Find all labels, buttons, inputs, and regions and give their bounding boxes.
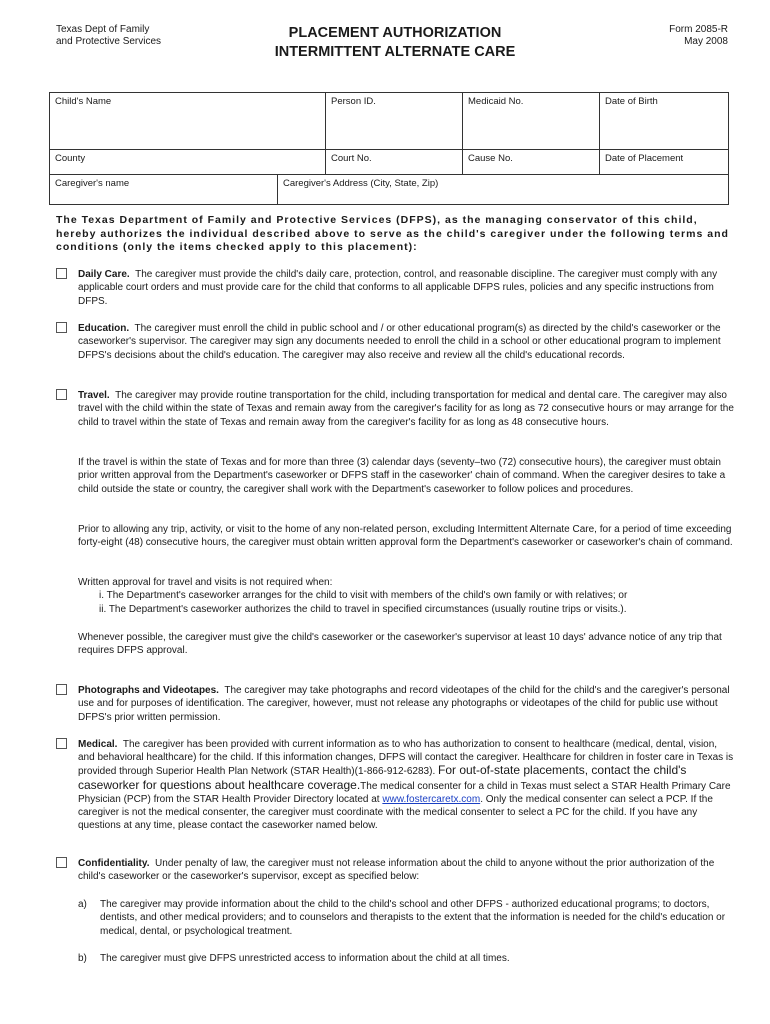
item-b-label: b) [78, 953, 87, 964]
item-a-label: a) [78, 899, 87, 910]
date-of-birth-field[interactable] [600, 93, 728, 149]
education-checkbox[interactable] [56, 322, 67, 333]
court-no-field[interactable] [326, 150, 462, 174]
medical-checkbox[interactable] [56, 738, 67, 749]
agency-line-1: Texas Dept of Family [56, 24, 150, 35]
travel-paragraph-3: Prior to allowing any trip, activity, or visit to the home of any non-related person, excluding Intermittent Alternate Care, for a period of time exceeding forty-eight (48) consecutive hours, the caregiver must obtain written approval form the Department's caseworker or caseworker's chain of command. [78, 524, 733, 549]
travel-text: The caregiver may provide routine transportation for the child, including transportation for medical and dental care. The caregiver may also travel with the child within the state of Texas and remain away from the caregiver's facility for as long as 72 consecutive hours or may arrange for the child to travel within the state of Texas and remain away from the caregiver's facility for as long as 48 consecutive hours. [78, 390, 734, 428]
intro-statement: The Texas Department of Family and Protective Services (DFPS), as the managing conservator of this child, hereby authorizes the individual described above to serve as the child's caregiver under the following terms and conditions (only the items checked apply to this placement): [56, 214, 729, 253]
medicaid-no-field[interactable] [463, 93, 599, 149]
fostercaretx-link[interactable]: www.fostercaretx.com [382, 793, 481, 805]
title-line-1: PLACEMENT AUTHORIZATION [288, 25, 502, 41]
travel-title: Travel. [78, 390, 110, 401]
confidentiality-text: Under penalty of law, the caregiver must not release information about the child to anyone without the prior authorization of the child's caseworker or the caseworker's supervisor, except as specified below: [78, 858, 715, 883]
medical-title: Medical. [78, 739, 118, 750]
agency-name [56, 24, 161, 48]
photographs-text: The caregiver may take photographs and record videotapes of the child for the child's and the caregiver's personal use and for purposes of identification. The caregiver, however, must not release any photographs or videotapes of the child for public use without DFPS's prior written permission. [78, 685, 730, 723]
confidentiality-checkbox[interactable] [56, 857, 67, 868]
photographs-title: Photographs and Videotapes. [78, 685, 219, 696]
travel-approval-list [78, 576, 734, 616]
confidentiality-item-b [78, 952, 734, 966]
childs-name-label: Child's Name [55, 96, 112, 107]
education-title: Education. [78, 323, 130, 334]
date-of-birth-label: Date of Birth [605, 96, 658, 107]
cause-no-field[interactable] [463, 150, 599, 174]
identification-fields [49, 92, 729, 205]
cause-no-label: Cause No. [468, 153, 513, 164]
confidentiality-title: Confidentiality. [78, 858, 150, 869]
form-title [250, 24, 540, 62]
travel-checkbox[interactable] [56, 389, 67, 400]
caregivers-name-label: Caregiver's name [55, 178, 130, 189]
medical-out-of-state-note: For out-of-state placements, contact the child's caseworker for questions about healthcare coverage. [78, 763, 687, 792]
caregivers-address-field[interactable] [278, 175, 728, 205]
childs-name-field[interactable] [50, 93, 325, 149]
medical-section [78, 738, 734, 832]
county-field[interactable] [50, 150, 325, 174]
county-label: County [55, 153, 86, 164]
photographs-section [78, 684, 734, 724]
travel-approval-item-i: i. The Department's caseworker arranges for the child to visit with members of the child's own family or with relatives; or [99, 590, 628, 602]
daily-care-checkbox[interactable] [56, 268, 67, 279]
form-id [640, 24, 728, 48]
person-id-field[interactable] [326, 93, 462, 149]
travel-approval-item-ii: ii. The Department's caseworker authorizes the child to travel in specified circumstances (usually routine trips or visits.). [99, 603, 627, 615]
travel-approval-lead: Written approval for travel and visits is not required when: [78, 577, 333, 588]
date-of-placement-field[interactable] [600, 150, 728, 174]
person-id-label: Person ID. [331, 96, 376, 107]
medical-text-b: The medical consenter for a child in Texas must select a STAR Health Primary Care Physician (PCP) from the STAR Health Provider Directory located at [78, 780, 731, 805]
travel-paragraph-5: Whenever possible, the caregiver must give the child's caseworker or the caseworker's supervisor at least 10 days' advance notice of any trip that requires DFPS approval. [78, 632, 722, 657]
item-a-text: The caregiver may provide information about the child to the child's school and other DFPS - authorized educational programs; to doctors, dentists, and other medical providers; and to counselors and therapists to the extent that the information is needed for the child's education or medical, dental, or psychological treatment. [100, 899, 726, 937]
education-text: The caregiver must enroll the child in public school and / or other educational program(s) as directed by the child's caseworker or the caseworker's supervisor. The caregiver may sign any documents needed to enroll the child in a school or other educational program to implement DFPS's decisions about the child's education. The caregiver may also receive and review all the child's educational records. [78, 323, 721, 361]
court-no-label: Court No. [331, 153, 372, 164]
medical-text-c: . Only the medical consenter can select a PCP. If the caregiver is not the medical consenter, the caregiver must coordinate with the medical consenter to select a PC for the child. If you have any questions at any time, please contact the caseworker named below. [78, 793, 713, 832]
date-of-placement-label: Date of Placement [605, 153, 684, 164]
medical-text-a: The caregiver has been provided with current information as to who has authorization to consent to healthcare (medical, dental, vision, and behavioral healthcare) for the child. If this information changes, DFPS will contact the caregiver. Healthcare for children in foster care in Texas is provided through Superior Health Plan Network (STAR Health)(1-866-912-6283). [78, 739, 734, 778]
travel-paragraph-2: If the travel is within the state of Texas and for more than three (3) calendar days (seventy–two (72) consecutive hours), the caregiver must obtain prior written approval from the Department's caseworker or DFPS staff in the caseworker' chain of command. When the caregiver desires to take a child outside the state or country, the caregiver shall work with the Department's caseworker to follow polices and procedures. [78, 457, 726, 495]
caregivers-name-field[interactable] [50, 175, 277, 205]
form-date: May 2008 [684, 36, 728, 47]
education-section [78, 322, 734, 362]
daily-care-text: The caregiver must provide the child's daily care, protection, control, and reasonable discipline. The caregiver must comply with any applicable court orders and must provide care for the child that conforms to all applicable DFPS rules, policies and any specific instructions from DFPS. [78, 269, 718, 307]
form-number: Form 2085-R [669, 24, 728, 35]
confidentiality-section [78, 857, 734, 884]
daily-care-section [78, 268, 734, 308]
caregivers-address-label: Caregiver's Address (City, State, Zip) [283, 178, 439, 189]
agency-line-2: and Protective Services [56, 36, 162, 47]
title-line-2: INTERMITTENT ALTERNATE CARE [274, 44, 516, 60]
daily-care-title: Daily Care. [78, 269, 130, 280]
medicaid-no-label: Medicaid No. [468, 96, 524, 107]
item-b-text: The caregiver must give DFPS unrestricted access to information about the child at all times. [100, 953, 510, 964]
photographs-checkbox[interactable] [56, 684, 67, 695]
travel-section [78, 389, 734, 429]
confidentiality-item-a [78, 898, 734, 938]
